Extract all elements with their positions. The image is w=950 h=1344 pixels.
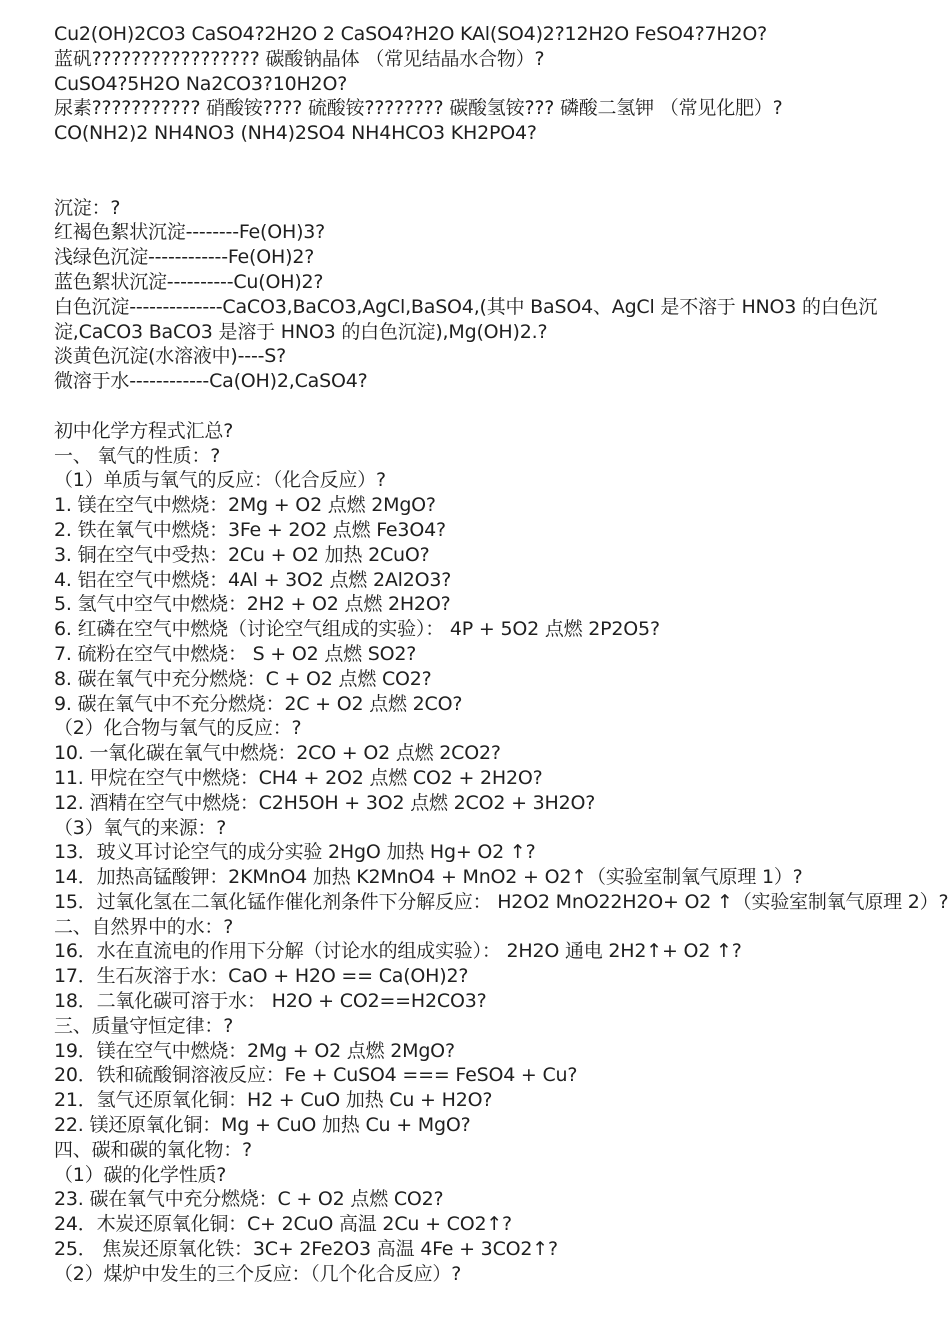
text-line: 微溶于水------------Ca(OH)2,CaSO4? [54,370,368,393]
text-line: 尿素??????????? 硝酸铵???? 硫酸铵???????? 碳酸氢铵??? 磷酸二氢钾 （常见化肥）? [54,97,783,120]
spacer [54,146,914,196]
text-line: 淡黄色沉淀(水溶液中)----S? [54,345,286,368]
text-line: CuSO4?5H2O Na2CO3?10H2O? [54,72,348,95]
equation-line: 1. 镁在空气中燃烧：2Mg + O2 点燃 2MgO? [54,494,436,517]
equation-line: 16．水在直流电的作用下分解（讨论水的组成实验）： 2H2O 通电 2H2↑+ O2 ↑? [54,940,742,963]
equation-line: 3. 铜在空气中受热：2Cu + O2 加热 2CuO? [54,543,430,566]
equation-line: 四、碳和碳的氧化物：? [54,1138,252,1161]
equation-line: 12. 酒精在空气中燃烧：C2H5OH + 3O2 点燃 2CO2 + 3H2O? [54,791,596,814]
document-page [54,22,949,1287]
text-line: Cu2(OH)2CO3 CaSO4?2H2O 2 CaSO4?H2O KAl(SO4)2?12H2O FeSO4?7H2O? [54,23,767,45]
equation-line: （1）单质与氧气的反应：（化合反应）? [54,469,386,492]
text-line: CO(NH2)2 NH4NO3 (NH4)2SO4 NH4HCO3 KH2PO4? [54,122,537,145]
equation-line: 20．铁和硫酸铜溶液反应：Fe + CuSO4 === FeSO4 + Cu? [54,1064,578,1087]
equation-line: 11. 甲烷在空气中燃烧：CH4 + 2O2 点燃 CO2 + 2H2O? [54,766,543,789]
equation-line: 17．生石灰溶于水：CaO + H2O == Ca(OH)2? [54,965,469,988]
equation-line: 二、自然界中的水：? [54,915,234,938]
equation-line: 14．加热高锰酸钾：2KMnO4 加热 K2MnO4 + MnO2 + O2↑（实验室制氧气原理 1）? [54,866,803,889]
text-line: 白色沉淀--------------CaCO3,BaCO3,AgCl,BaSO4,(其中 BaSO4、AgCl 是不溶于 HNO3 的白色沉淀,CaCO3 BaCO3 是溶于 HNO3 的白色沉淀),Mg(OH)2.? [54,295,878,343]
text-line: 蓝色絮状沉淀----------Cu(OH)2? [54,270,324,293]
equation-line: 10. 一氧化碳在氧气中燃烧：2CO + O2 点燃 2CO2? [54,742,501,765]
equation-line: 19．镁在空气中燃烧：2Mg + O2 点燃 2MgO? [54,1039,455,1062]
section-title: 初中化学方程式汇总? [54,419,234,442]
equation-line: 三、质量守恒定律：? [54,1014,234,1037]
equation-line: 2. 铁在氧气中燃烧：3Fe + 2O2 点燃 Fe3O4? [54,518,446,541]
equation-line: （2）化合物与氧气的反应：? [54,717,302,740]
equation-line: 7. 硫粉在空气中燃烧： S + O2 点燃 SO2? [54,642,417,665]
precipitates-section [54,196,914,394]
text-line: 红褐色絮状沉淀--------Fe(OH)3? [54,221,326,244]
equation-line: 22. 镁还原氧化铜：Mg + CuO 加热 Cu + MgO? [54,1114,471,1137]
equation-line: 6. 红磷在空气中燃烧（讨论空气组成的实验）： 4P + 5O2 点燃 2P2O5? [54,618,660,641]
equation-line: 9. 碳在氧气中不充分燃烧：2C + O2 点燃 2CO? [54,692,463,715]
equation-line: 5. 氢气中空气中燃烧：2H2 + O2 点燃 2H2O? [54,593,451,616]
equation-line: 4. 铝在空气中燃烧：4Al + 3O2 点燃 2Al2O3? [54,568,452,591]
equations-section [54,419,949,1287]
equation-line: 8. 碳在氧气中充分燃烧：C + O2 点燃 CO2? [54,667,432,690]
equation-line: （3）氧气的来源：? [54,816,227,839]
text-line: 蓝矾????????????????? 碳酸钠晶体 （常见结晶水合物）? [54,47,545,70]
equation-line: 25． 焦炭还原氧化铁：3C+ 2Fe2O3 高温 4Fe + 3CO2↑? [54,1238,558,1261]
equation-line: 21．氢气还原氧化铜：H2 + CuO 加热 Cu + H2O? [54,1089,493,1112]
text-line: 浅绿色沉淀------------Fe(OH)2? [54,246,315,269]
spacer [54,394,914,419]
header-section [54,22,914,146]
equation-line: 23. 碳在氧气中充分燃烧：C + O2 点燃 CO2? [54,1188,444,1211]
equation-line: 一、 氧气的性质：? [54,444,221,467]
equation-line: （1）碳的化学性质? [54,1163,227,1186]
equation-line: 15．过氧化氢在二氧化锰作催化剂条件下分解反应： H2O2 MnO22H2O+ O2 ↑（实验室制氧气原理 2）? [54,890,949,913]
section-heading: 沉淀：? [54,196,121,219]
equation-line: （2）煤炉中发生的三个反应：（几个化合反应）? [54,1262,462,1285]
equation-line: 13．玻义耳讨论空气的成分实验 2HgO 加热 Hg+ O2 ↑? [54,841,536,864]
equation-line: 18．二氧化碳可溶于水： H2O + CO2==H2CO3? [54,990,487,1013]
equation-line: 24．木炭还原氧化铜：C+ 2CuO 高温 2Cu + CO2↑? [54,1213,512,1236]
